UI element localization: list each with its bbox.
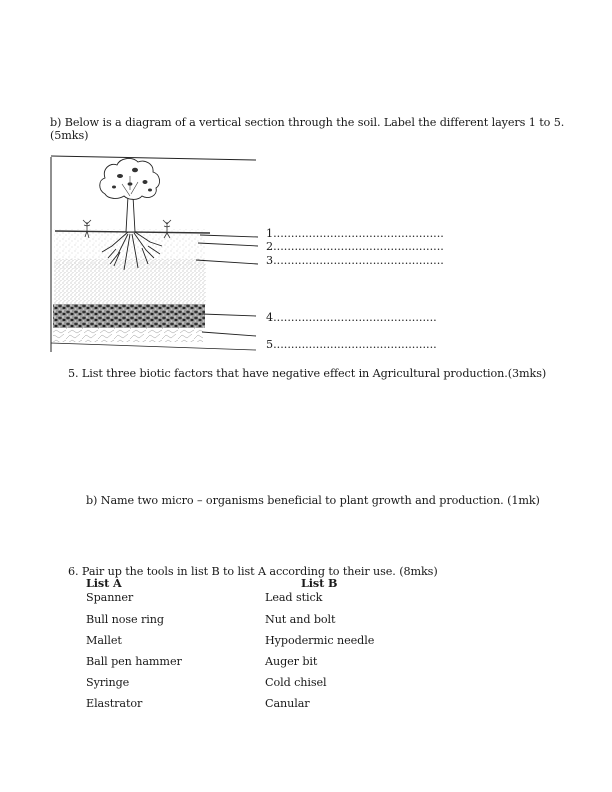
list-b-item: Lead stick [265, 591, 323, 604]
list-b-header: List B [301, 576, 338, 590]
label-blank-4[interactable]: 4.............................................. [266, 311, 437, 324]
question-6-prompt: 6. Pair up the tools in list B to list A according to their use. (8mks) [68, 565, 438, 578]
subsoil-layer [54, 259, 206, 305]
label-blank-2[interactable]: 2................................................ [266, 240, 444, 253]
list-b-item: Cold chisel [265, 676, 327, 689]
gravel-layer [53, 304, 205, 328]
list-a-item: Ball pen hammer [86, 655, 182, 668]
list-a-item: Mallet [86, 634, 122, 647]
list-a-item: Bull nose ring [86, 613, 164, 626]
list-a-item: Syringe [86, 676, 130, 689]
question-b-soil-prompt: b) Below is a diagram of a vertical section through the soil. Label the different layers 1 to 5. (5mks) [50, 116, 565, 142]
soil-profile-diagram [50, 154, 258, 354]
list-a-header: List A [86, 576, 122, 590]
parent-rock-layer [53, 328, 203, 342]
question-5-prompt: 5. List three biotic factors that have negative effect in Agricultural production.(3mks) [68, 367, 547, 380]
label-blank-5[interactable]: 5.............................................. [266, 338, 437, 351]
pointer-line-4 [202, 314, 256, 316]
pointer-line-2 [198, 243, 258, 246]
question-5b-prompt: b) Name two micro – organisms beneficial to plant growth and production. (1mk) [86, 494, 540, 507]
list-b-item: Canular [265, 697, 310, 710]
label-blank-1[interactable]: 1................................................ [266, 227, 444, 240]
pointer-line-5 [202, 332, 256, 336]
list-b-item: Auger bit [265, 655, 318, 668]
label-blank-3[interactable]: 3................................................ [266, 254, 444, 267]
list-a-item: Elastrator [86, 697, 143, 710]
list-b-item: Hypodermic needle [265, 634, 375, 647]
list-a-item: Spanner [86, 591, 134, 604]
pointer-line-1 [200, 235, 258, 237]
list-b-item: Nut and bolt [265, 613, 336, 626]
